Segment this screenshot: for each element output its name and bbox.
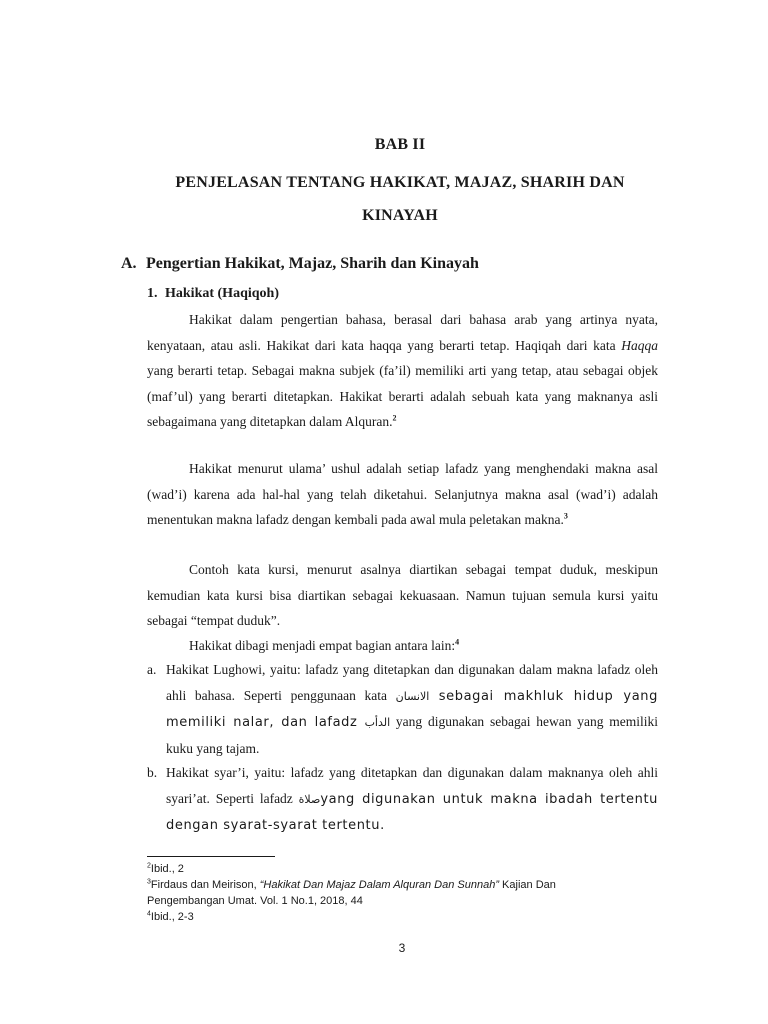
paragraph-1-text-a: Hakikat dalam pengertian bahasa, berasal dari bahasa arab yang artinya nyata, kenyataan, atau asli. Hakikat dari kata haqqa yang berarti tetap. Haqiqah dari kata: [147, 312, 658, 353]
list-item-b: [147, 760, 658, 839]
list-item-b-body: [147, 760, 658, 839]
paragraph-3: [147, 557, 658, 634]
arabic-term-al-insan: الانسان: [395, 689, 430, 703]
footnote-ref-2[interactable]: 2: [392, 413, 397, 423]
chapter-title-line-2: KINAYAH: [362, 207, 438, 224]
footnote-ref-3[interactable]: 3: [563, 511, 568, 521]
chapter-title-line-1: PENJELASAN TENTANG HAKIKAT, MAJAZ, SHARIH DAN: [175, 174, 625, 191]
footnote-4-ref: 4: [147, 910, 151, 918]
footnote-2: [147, 861, 607, 877]
list-item-a-sans-run: sebagai makhluk hidup yang memiliki nalar, dan lafadz: [166, 688, 658, 731]
subsection-number: 1.: [147, 286, 158, 301]
footnote-3-ref: 3: [147, 878, 151, 886]
page-number: 3: [398, 941, 406, 955]
footnote-3: [147, 877, 607, 909]
list-item-b-text-a: Hakikat syar’i, yaitu: lafadz yang ditetapkan dan digunakan dalam maknanya oleh ahli syari’at. Seperti lafadz: [166, 765, 658, 806]
footnote-4: [147, 909, 607, 925]
list-item-a-text-b: yang digunakan sebagai hewan yang memiliki kuku yang tajam.: [166, 714, 658, 756]
paragraph-4: [147, 633, 658, 659]
list-marker-b: b.: [147, 765, 158, 780]
paragraph-2-text: Hakikat menurut ulama’ ushul adalah setiap lafadz yang menghendaki makna asal (wad’i) karena ada hal-hal yang telah diketahui. Selanjutnya makna asal (wad’i) adalah menentukan makna lafadz dengan kembali pada awal mula peletakan makna.: [147, 461, 658, 528]
chapter-title: [100, 166, 700, 232]
paragraph-4-text: Hakikat dibagi menjadi empat bagian antara lain:: [189, 638, 456, 653]
footnote-3-text-b: Kajian Dan Pengembangan Umat. Vol. 1 No.1, 2018, 44: [147, 879, 556, 907]
footnote-ref-4[interactable]: 4: [455, 637, 460, 647]
list-item-a: [147, 657, 658, 761]
section-title: Pengertian Hakikat, Majaz, Sharih dan Kinayah: [146, 255, 479, 272]
footnote-3-text-a: Firdaus dan Meirison,: [150, 879, 260, 891]
footnote-2-text: Ibid., 2: [150, 863, 184, 875]
list-item-a-body: [147, 657, 658, 761]
chapter-label: BAB II: [374, 136, 426, 153]
subsection-title: Hakikat (Haqiqoh): [165, 286, 279, 301]
paragraph-2: [147, 456, 658, 533]
footnote-3-italic-title: “Hakikat Dan Majaz Dalam Alquran Dan Sunnah”: [259, 879, 499, 891]
footnote-separator: [147, 856, 275, 857]
arabic-term-ad-dab: الدأب: [364, 716, 391, 730]
list-item-b-sans-run: yang digunakan untuk makna ibadah tertentu dengan syarat-syarat tertentu.: [166, 791, 658, 834]
footnote-4-text: Ibid., 2-3: [150, 911, 194, 923]
arabic-term-shalat: صلاة: [298, 792, 321, 806]
section-heading: [121, 255, 479, 273]
subsection-heading: [147, 286, 279, 302]
paragraph-1: [147, 307, 658, 435]
list-marker-a: a.: [147, 662, 157, 677]
footnote-2-ref: 2: [147, 862, 151, 870]
section-letter: A.: [121, 255, 137, 272]
paragraph-3-text: Contoh kata kursi, menurut asalnya diartikan sebagai tempat duduk, meskipun kemudian kata kursi bisa diartikan sebagai kekuasaan. Namun tujuan semula kursi yaitu sebagai “tempat duduk”.: [147, 562, 658, 629]
paragraph-1-italic-term: Haqqa: [621, 337, 658, 353]
paragraph-1-text-b: yang berarti tetap. Sebagai makna subjek (fa’il) memiliki arti yang tetap, atau sebagai objek (maf’ul) yang berarti ditetapkan. Hakikat berarti adalah sebuah kata yang maknanya asli sebagaimana yang ditetapkan dalam Alquran.: [147, 363, 658, 430]
list-item-a-text-a: Hakikat Lughowi, yaitu: lafadz yang ditetapkan dan digunakan dalam makna lafadz oleh ahli bahasa. Seperti penggunaan kata: [166, 662, 658, 703]
footnotes: [147, 861, 607, 925]
